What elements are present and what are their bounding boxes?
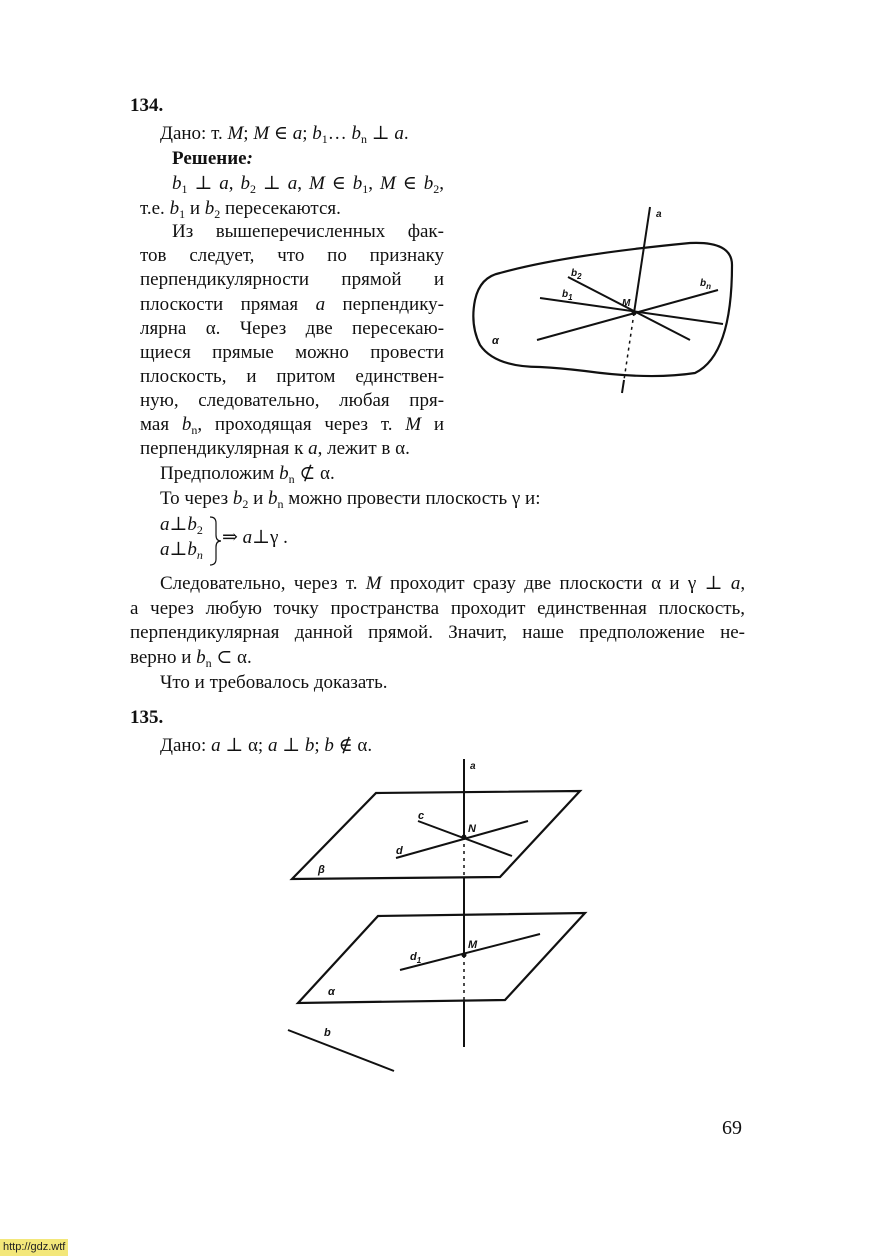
solution-line-7: лярна α. Через две пересекаю- — [140, 318, 445, 339]
plane-beta — [292, 791, 580, 879]
solution-line-2: т.е. $b_1$ и $b_2$ пересекаются. — [140, 198, 341, 221]
solution-line-12: перпендикулярная к a, лежит в α. — [140, 438, 410, 459]
solution-line-8: щиеся прямые можно провести — [140, 342, 445, 363]
solution-line-11: мая $b_n$, проходящая через т. M и — [140, 414, 445, 437]
solution-line-5: перпендикулярности прямой и — [140, 269, 445, 290]
figure-134 — [470, 195, 740, 400]
label-b1: $b_1$ — [562, 289, 573, 302]
conclusion-line-3: перпендикулярная данной прямой. Значит, наше предположение не- — [130, 622, 746, 643]
point-N — [462, 835, 467, 840]
label-bn: $b_n$ — [700, 278, 711, 291]
line-d — [396, 821, 528, 858]
solution-label: Решение: — [172, 148, 253, 169]
conclusion-line-4: верно и $b_n$ ⊂ α. — [130, 647, 252, 670]
label-N: N — [468, 823, 476, 835]
page-number: 69 — [722, 1117, 742, 1139]
solution-line-10: ную, следовательно, любая пря- — [140, 390, 445, 411]
label-b2: $b_2$ — [571, 268, 582, 281]
equation-system: $a\perp b_2$ $a\perp b_n$ ⇒ a⊥γ . — [160, 513, 360, 567]
figure-135 — [280, 755, 590, 1075]
conclusion-line-2: а через любую точку пространства проходит единственная плоскость, — [130, 598, 746, 619]
label-a: a — [656, 209, 662, 220]
plane-alpha-shape — [473, 243, 732, 376]
label-M: M — [622, 298, 631, 309]
problem-135-given: Дано: a ⊥ α; a ⊥ b; b ∉ α. — [160, 735, 373, 756]
line-a — [634, 207, 650, 313]
conclusion-line-5: Что и требовалось доказать. — [160, 672, 388, 693]
solution-line-13: Предположим $b_n$ ⊄ α. — [160, 463, 335, 486]
problem-134-number: 134. — [130, 95, 164, 116]
solution-line-1: $b_1$ ⊥ a, $b_2$ ⊥ a, M ∈ $b_1$, M ∈ $b_2$, — [172, 173, 445, 196]
label-beta: β — [318, 864, 325, 876]
brace-icon — [208, 515, 222, 567]
plane-alpha — [298, 913, 585, 1003]
label-alpha: α — [492, 335, 499, 347]
label-alpha: α — [328, 986, 335, 998]
solution-line-9: плоскость, и притом единствен- — [140, 366, 445, 387]
line-a-bottom — [622, 380, 624, 393]
solution-line-4: тов следует, что по признаку — [140, 245, 445, 266]
point-M — [462, 953, 467, 958]
solution-line-3: Из вышеперечисленных фак- — [172, 221, 444, 242]
label-c: c — [418, 810, 425, 822]
solution-line-6: плоскости прямая a перпендику- — [140, 294, 444, 315]
problem-135-number: 135. — [130, 707, 164, 728]
label-M: M — [468, 939, 478, 951]
conclusion-line-1: Следовательно, через т. M проходит сразу две плоскости α и γ ⊥ a, — [160, 573, 746, 594]
line-a-hidden — [624, 313, 634, 380]
label-b: b — [324, 1027, 331, 1039]
problem-134-given: Дано: т. M; M ∈ a; $b_1\dots$ $b_n$ ⊥ a. — [160, 123, 409, 146]
watermark-link[interactable]: http://gdz.wtf — [0, 1239, 68, 1256]
solution-line-14: То через $b_2$ и $b_n$ можно провести плоскость γ и: — [160, 488, 541, 511]
point-M — [632, 311, 637, 316]
label-a: a — [470, 761, 476, 772]
label-d1: $d_1$ — [410, 951, 422, 965]
line-b — [288, 1030, 394, 1071]
label-d: d — [396, 845, 403, 857]
